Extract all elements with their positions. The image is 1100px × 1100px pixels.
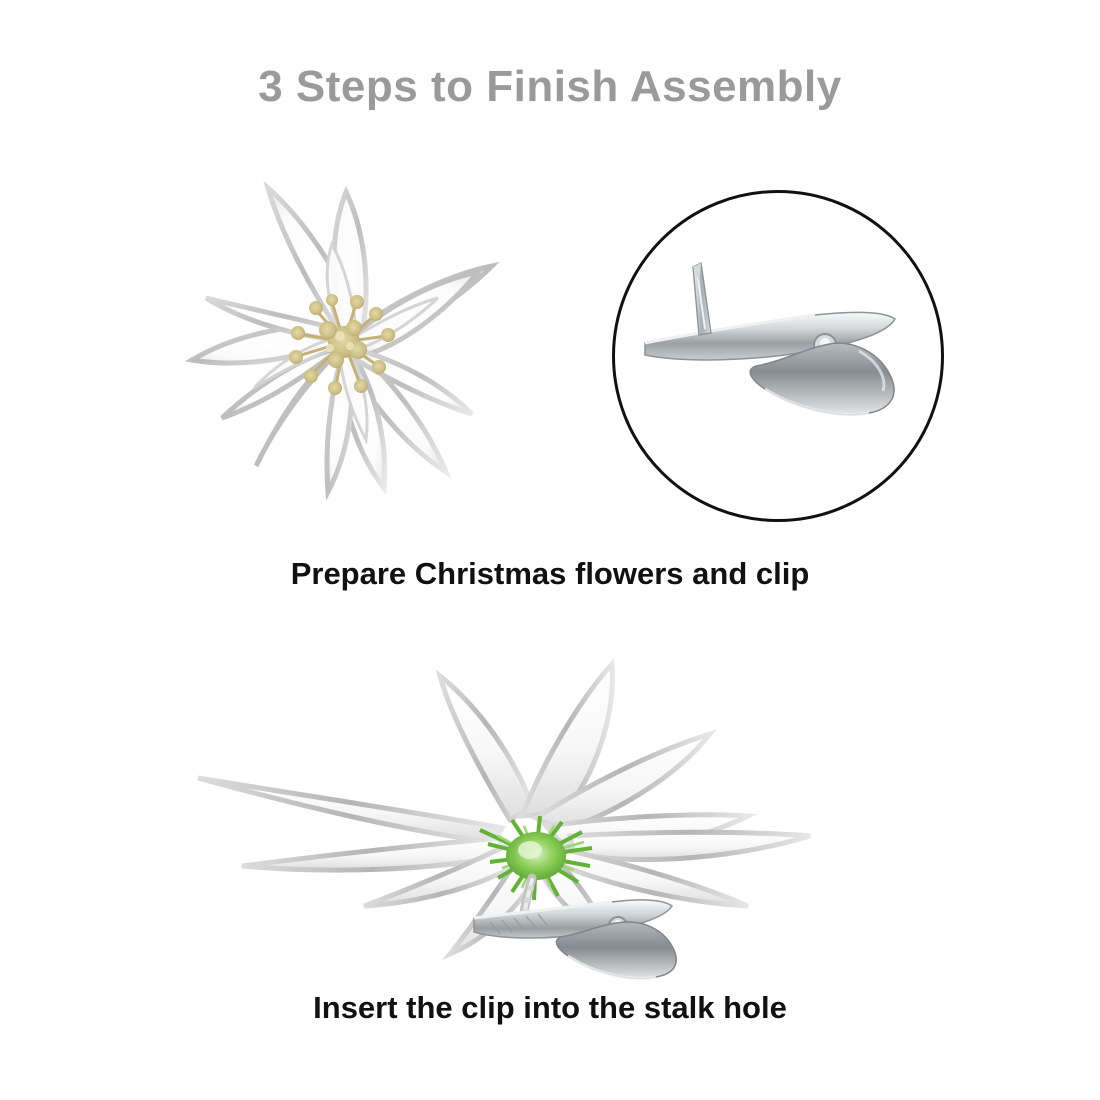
page-title: 3 Steps to Finish Assembly <box>258 62 842 111</box>
flower-icon <box>160 170 540 520</box>
flower-with-clip-assembled <box>150 630 950 970</box>
silver-alligator-hair-clip <box>612 190 944 522</box>
flower-icon <box>150 630 950 970</box>
step-2-caption: Insert the clip into the stalk hole <box>313 990 787 1025</box>
step-1-caption: Prepare Christmas flowers and clip <box>290 556 810 591</box>
white-glitter-poinsettia-flower <box>160 170 540 520</box>
clip-icon <box>615 193 935 513</box>
